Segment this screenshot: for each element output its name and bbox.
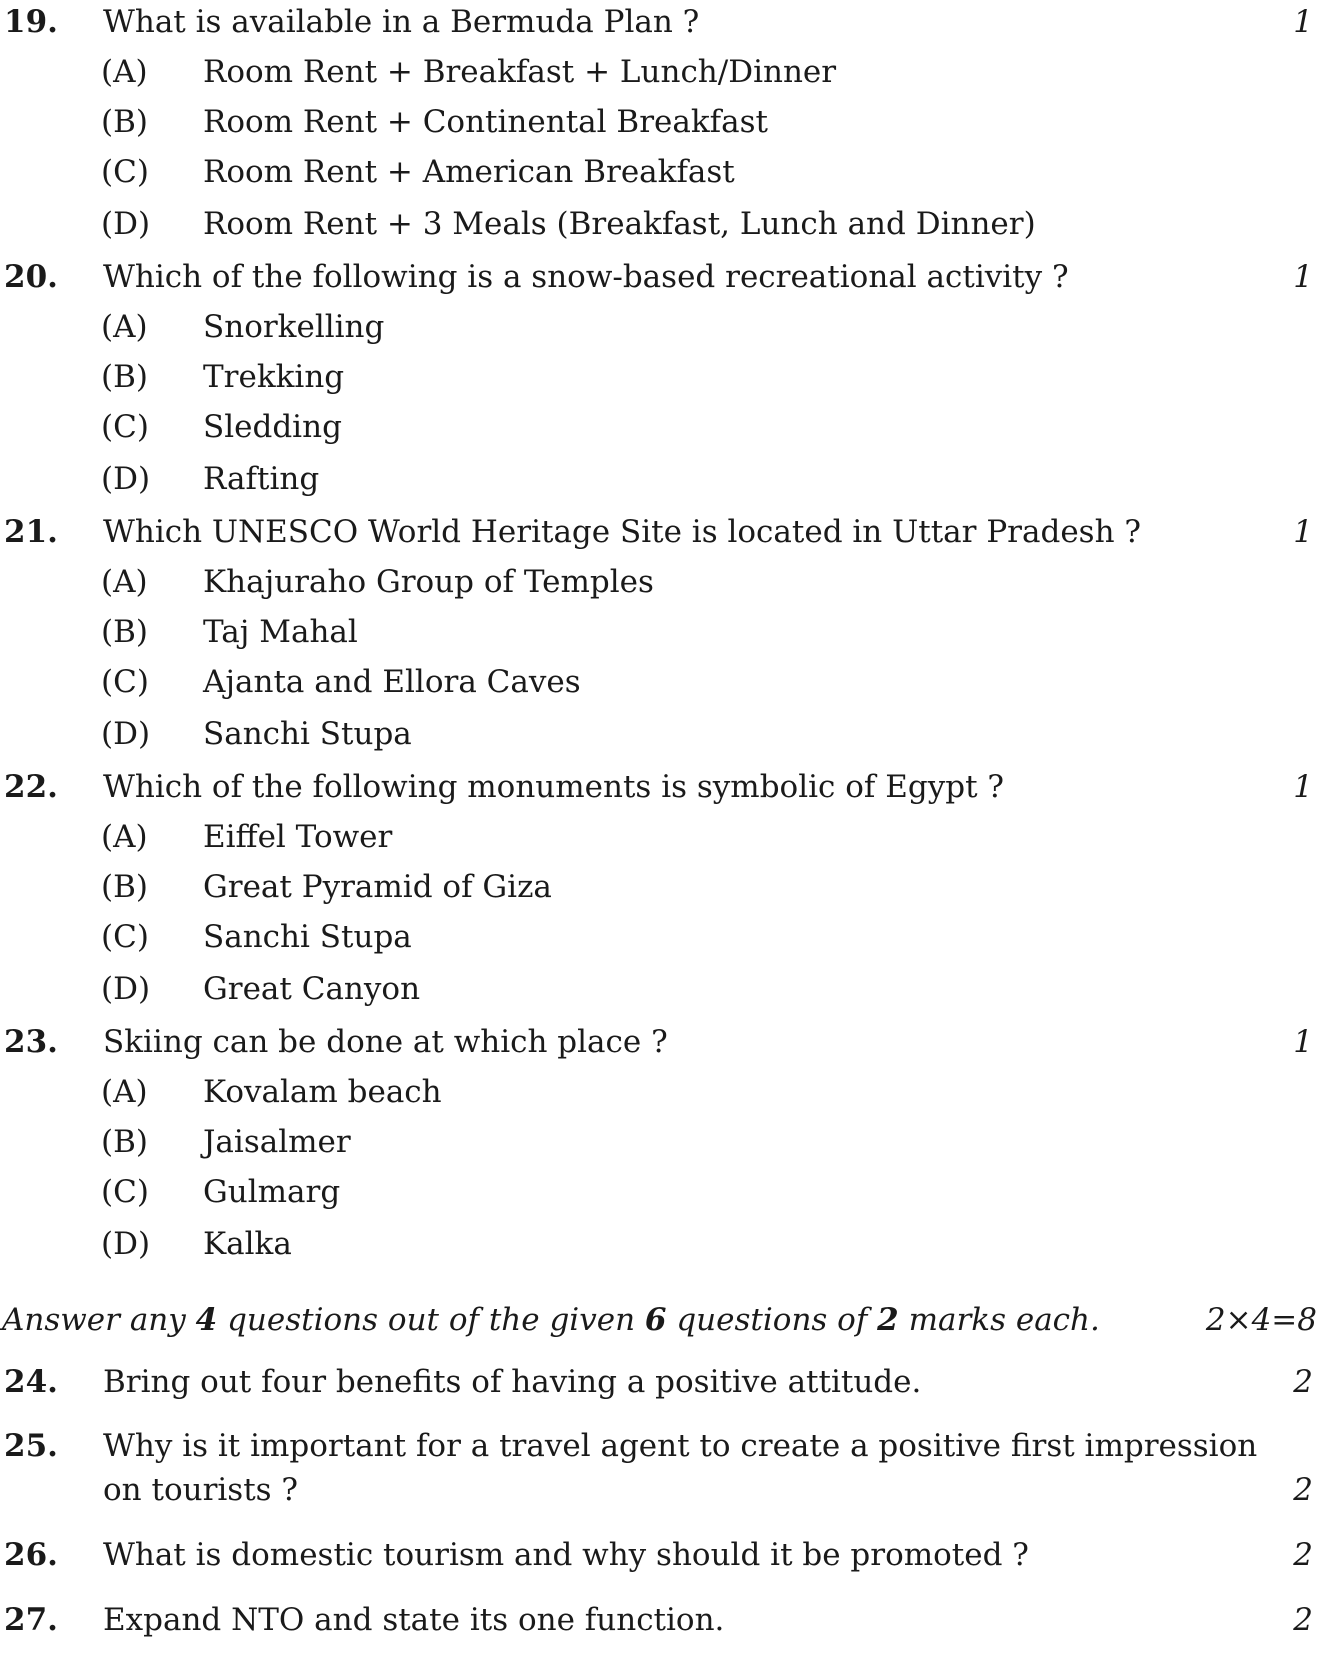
question-text: Why is it important for a travel agent to create a positive first impression: [103, 1428, 1258, 1464]
option-text: Room Rent + 3 Meals (Breakfast, Lunch and Dinner): [203, 206, 1036, 242]
option-row: [0, 562, 1323, 602]
option-letter: (C): [101, 409, 149, 445]
option-text: Rafting: [203, 461, 320, 497]
question-number: 23.: [4, 1024, 58, 1060]
option-row: [0, 1122, 1323, 1162]
option-letter: (A): [101, 564, 148, 600]
instruction-number: 2: [877, 1302, 899, 1338]
question-row: [0, 2, 1323, 42]
question-marks: 2: [1293, 1364, 1313, 1400]
option-letter: (B): [101, 104, 148, 140]
option-text: Snorkelling: [203, 309, 385, 345]
question-row: [0, 1535, 1323, 1575]
option-letter: (A): [101, 819, 148, 855]
question-marks: 1: [1293, 769, 1313, 805]
option-letter: (C): [101, 664, 149, 700]
question-row: [0, 512, 1323, 552]
option-letter: (D): [101, 206, 151, 242]
option-letter: (B): [101, 1124, 148, 1160]
option-row: [0, 662, 1323, 702]
option-text: Ajanta and Ellora Caves: [203, 664, 581, 700]
question-text: Which of the following monuments is symbolic of Egypt ?: [103, 769, 1004, 805]
option-row: [0, 612, 1323, 652]
instruction-number: 4: [195, 1302, 218, 1338]
option-letter: (D): [101, 716, 151, 752]
option-row: [0, 917, 1323, 957]
question-number: 20.: [4, 259, 58, 295]
option-row: [0, 307, 1323, 347]
option-row: [0, 969, 1323, 1009]
option-letter: (D): [101, 971, 151, 1007]
option-text: Sanchi Stupa: [203, 919, 412, 955]
option-row: [0, 1224, 1323, 1264]
question-marks: 1: [1293, 259, 1313, 295]
question-number: 25.: [4, 1428, 58, 1464]
question-row: [0, 1362, 1323, 1402]
option-letter: (A): [101, 309, 148, 345]
question-number: 22.: [4, 769, 58, 805]
question-continuation-row: [0, 1470, 1323, 1510]
question-text-continued: on tourists ?: [103, 1472, 299, 1508]
question-row: [0, 1600, 1323, 1640]
option-letter: (A): [101, 54, 148, 90]
question-number: 19.: [4, 4, 58, 40]
question-row: [0, 1022, 1323, 1062]
question-marks: 2: [1293, 1602, 1313, 1638]
option-text: Trekking: [203, 359, 345, 395]
option-row: [0, 867, 1323, 907]
option-text: Room Rent + Continental Breakfast: [203, 104, 768, 140]
question-text: Expand NTO and state its one function.: [103, 1602, 725, 1638]
option-row: [0, 407, 1323, 447]
option-text: Kalka: [203, 1226, 292, 1262]
option-row: [0, 152, 1323, 192]
question-number: 21.: [4, 514, 58, 550]
question-number: 24.: [4, 1364, 58, 1400]
option-text: Gulmarg: [203, 1174, 341, 1210]
question-text: Skiing can be done at which place ?: [103, 1024, 668, 1060]
question-marks: 2: [1293, 1537, 1313, 1573]
option-row: [0, 204, 1323, 244]
option-letter: (D): [101, 1226, 151, 1262]
option-letter: (B): [101, 614, 148, 650]
option-letter: (C): [101, 154, 149, 190]
option-letter: (C): [101, 1174, 149, 1210]
option-text: Room Rent + Breakfast + Lunch/Dinner: [203, 54, 837, 90]
option-letter: (B): [101, 869, 148, 905]
option-text: Taj Mahal: [203, 614, 358, 650]
option-row: [0, 459, 1323, 499]
option-letter: (C): [101, 919, 149, 955]
question-text: Which UNESCO World Heritage Site is located in Uttar Pradesh ?: [103, 514, 1142, 550]
option-text: Eiffel Tower: [203, 819, 393, 855]
section-instruction: [0, 1300, 1323, 1340]
question-text: Bring out four benefits of having a positive attitude.: [103, 1364, 922, 1400]
section-marks: 2×4=8: [1205, 1302, 1317, 1338]
question-text: What is domestic tourism and why should it be promoted ?: [103, 1537, 1029, 1573]
question-row: [0, 1426, 1323, 1466]
section-instruction-text: Answer any 4 questions out of the given 6 questions of 2 marks each.: [2, 1302, 1100, 1338]
question-marks: 1: [1293, 514, 1313, 550]
question-row: [0, 257, 1323, 297]
option-text: Jaisalmer: [203, 1124, 351, 1160]
option-row: [0, 1072, 1323, 1112]
question-row: [0, 767, 1323, 807]
option-row: [0, 817, 1323, 857]
option-row: [0, 52, 1323, 92]
option-text: Great Pyramid of Giza: [203, 869, 552, 905]
option-text: Great Canyon: [203, 971, 421, 1007]
question-marks: 1: [1293, 1024, 1313, 1060]
question-marks: 1: [1293, 4, 1313, 40]
option-text: Room Rent + American Breakfast: [203, 154, 735, 190]
option-row: [0, 714, 1323, 754]
option-letter: (B): [101, 359, 148, 395]
question-text: What is available in a Bermuda Plan ?: [103, 4, 700, 40]
option-row: [0, 102, 1323, 142]
option-text: Sanchi Stupa: [203, 716, 412, 752]
option-text: Sledding: [203, 409, 342, 445]
option-letter: (A): [101, 1074, 148, 1110]
question-number: 27.: [4, 1602, 58, 1638]
option-letter: (D): [101, 461, 151, 497]
question-marks: 2: [1293, 1472, 1313, 1508]
option-row: [0, 1172, 1323, 1212]
question-number: 26.: [4, 1537, 58, 1573]
question-text: Which of the following is a snow-based recreational activity ?: [103, 259, 1069, 295]
instruction-number: 6: [644, 1302, 667, 1338]
option-row: [0, 357, 1323, 397]
option-text: Khajuraho Group of Temples: [203, 564, 654, 600]
option-text: Kovalam beach: [203, 1074, 442, 1110]
